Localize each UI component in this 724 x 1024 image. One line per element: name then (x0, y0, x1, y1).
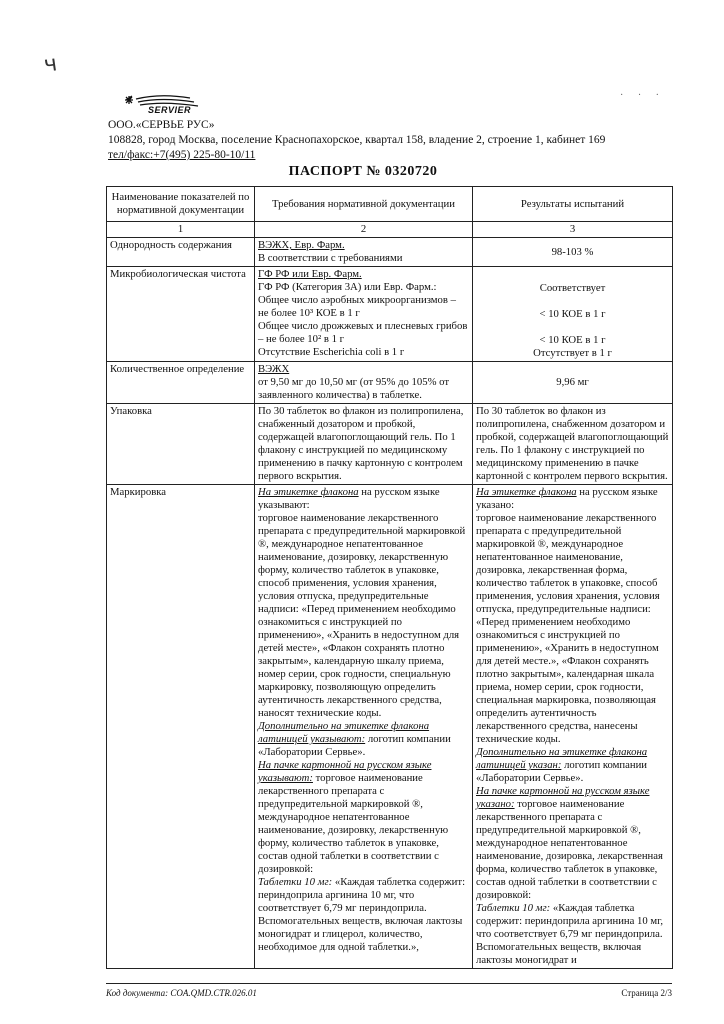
row-marking (107, 485, 673, 969)
document-title: ПАСПОРТ № 0320720 (288, 164, 438, 179)
document-code: Код документа: COA.QMD.CTR.026.01 (106, 988, 257, 998)
result-line: < 10 КОЕ в 1 г (539, 308, 606, 320)
servier-logo (120, 92, 210, 120)
col-number-1: 1 (107, 222, 255, 238)
company-phone: тел/факс:+7(495) 225-80-10/11 (108, 149, 256, 161)
result (473, 267, 673, 362)
requirement (255, 362, 473, 404)
text: «Каждая таблетка содержит: периндоприла аргинина 10 мг, что соответствует 6,79 мг периндоприла. Вспомогательных веществ, включая лактозы моногидрат и глицерол, количество, необходимое для одной таблетки.», (258, 876, 466, 953)
row-microbiology (107, 267, 673, 362)
text-italic: На этикетке флакона (476, 486, 577, 498)
row-uniformity (107, 238, 673, 267)
company-block (108, 118, 628, 163)
param-name: Микробиологическая чистота (107, 267, 255, 362)
text: на русском языке указано: (476, 486, 658, 511)
param-name: Упаковка (107, 404, 255, 485)
requirement-line: ГФ РФ или Евр. Фарм. (258, 268, 362, 280)
page-number: Страница 2/3 (621, 988, 672, 998)
result-line: Соответствует (539, 282, 606, 294)
text-italic: Дополнительно на этикетке флакона латиницей указан: (476, 746, 648, 771)
text: на русском языке указывают: (258, 486, 440, 511)
text: логотип компании «Лаборатории Сервье». (476, 759, 648, 784)
result: 98-103 % (473, 238, 673, 267)
row-quantity (107, 362, 673, 404)
scan-artifact: · · · (620, 90, 665, 101)
col-number-2: 2 (255, 222, 473, 238)
param-name: Однородность содержания (107, 238, 255, 267)
requirement (255, 485, 473, 969)
result: По 30 таблеток во флакон из полипропилена, снабженном дозатором и пробкой, содержащей влагопоглощающий гель. По 1 флакону с инструкцией по медицинскому применению в пачке картонной с контролем первого вскрытия. (473, 404, 673, 485)
result-line: Отсутствует в 1 г (533, 347, 612, 359)
passport-table (106, 186, 673, 969)
company-name: ООО.«СЕРВЬЕ РУС» (108, 119, 215, 131)
requirement-line: Отсутствие Escherichia coli в 1 г (258, 346, 405, 358)
param-name: Количественное определение (107, 362, 255, 404)
text-italic: На этикетке флакона (258, 486, 359, 498)
requirement-line: Общее число дрожжевых и плесневых грибов – не более 10² в 1 г (258, 320, 468, 345)
text-italic: На пачке картонной на русском языке указывают: (258, 759, 432, 784)
header-parameter: Наименование показателей по нормативной документации (107, 187, 255, 222)
logo-text: SERVIER (148, 105, 192, 115)
requirement-line: В соответствии с требованиями (258, 252, 403, 264)
text: торговое наименование лекарственного препарата с предупредительной маркировкой ®, международное непатентованное наименование, дозировку, лекарственную форму, количество таблеток в упаковке, состав одной таблетки в соответствии с дозировкой: (258, 772, 449, 875)
result: 9,96 мг (473, 362, 673, 404)
text: торговое наименование лекарственного препарата с предупредительной маркировкой ®, международное непатентованное наименование, дозировку, лекарственную форму, количество таблеток в упаковке, способ применения, условия хранения, условия отпуска, предупредительные надписи: «Перед применением необходимо ознакомиться с инструкцией по применению», «Хранить в недоступном для детей месте», «Флакон сохранять плотно закрытым», календарную шкалу приема, номер серии, срок годности, специальную маркировку, позволяющую определить аутентичность лекарственного средства, наносят технические коды. (258, 512, 466, 719)
requirement-line: ВЭЖХ, Евр. Фарм. (258, 239, 345, 251)
text: торговое наименование лекарственного препарата с предупредительной маркировкой ®, международное непатентованное наименование, дозировка, лекарственная форма, количество таблеток в упаковке, способ применения, условия хранения, условия отпуска, предупредительные надписи: «Перед применением необходимо ознакомиться с инструкцией по применению», «Хранить в недоступном для детей месте.», «Флакон сохранять плотно закрытым», календарная шкала приема, номер серии, срок годности, специальная маркировка, позволяющая определить аутентичность лекарственного средства, нанесены технические коды. (476, 512, 660, 745)
requirement-line: ГФ РФ (Категория 3А) или Евр. Фарм.: (258, 281, 437, 293)
text-italic: Таблетки 10 мг: (258, 876, 333, 888)
text: логотип компании «Лаборатории Сервье». (258, 733, 451, 758)
result (473, 485, 673, 969)
page-footer (106, 983, 672, 998)
text: «Каждая таблетка содержит: периндоприла аргинина 10 мг, что соответствует 6,79 мг периндоприла. Вспомогательных веществ, включая лактозы моногидрат и (476, 902, 664, 966)
text-italic: На пачке картонной на русском языке указано: (476, 785, 650, 810)
handwritten-mark: ч (42, 51, 59, 78)
requirement (255, 238, 473, 267)
result-line: < 10 КОЕ в 1 г (539, 334, 606, 346)
requirement-line: Общее число аэробных микроорганизмов – не более 10³ КОЕ в 1 г (258, 294, 456, 319)
text-italic: Таблетки 10 мг: (476, 902, 551, 914)
company-address: 108828, город Москва, поселение Краснопахорское, квартал 158, владение 2, строение 1, кабинет 169 (108, 134, 606, 146)
column-number-row (107, 222, 673, 238)
requirement-line: от 9,50 мг до 10,50 мг (от 95% до 105% от заявленного количества) в таблетке. (258, 376, 450, 401)
requirement (255, 267, 473, 362)
header-row (107, 187, 673, 222)
param-name: Маркировка (107, 485, 255, 969)
header-results: Результаты испытаний (473, 187, 673, 222)
row-packaging (107, 404, 673, 485)
header-requirements: Требования нормативной документации (255, 187, 473, 222)
requirement-line: ВЭЖХ (258, 363, 290, 375)
col-number-3: 3 (473, 222, 673, 238)
requirement: По 30 таблеток во флакон из полипропилена, снабженный дозатором и пробкой, содержащей влагопоглощающий гель. По 1 флакону с инструкцией по медицинскому применению в пачку картонную с контролем первого вскрытия. (255, 404, 473, 485)
text-italic: Дополнительно на этикетке флакона латиницей указывают: (258, 720, 430, 745)
text: торговое наименование лекарственного препарата с предупредительной маркировкой ®, международное непатентованное наименование, дозировка, лекарственная форма, количество таблеток в упаковке, состав одной таблетки в соответствии с дозировкой: (476, 798, 663, 901)
